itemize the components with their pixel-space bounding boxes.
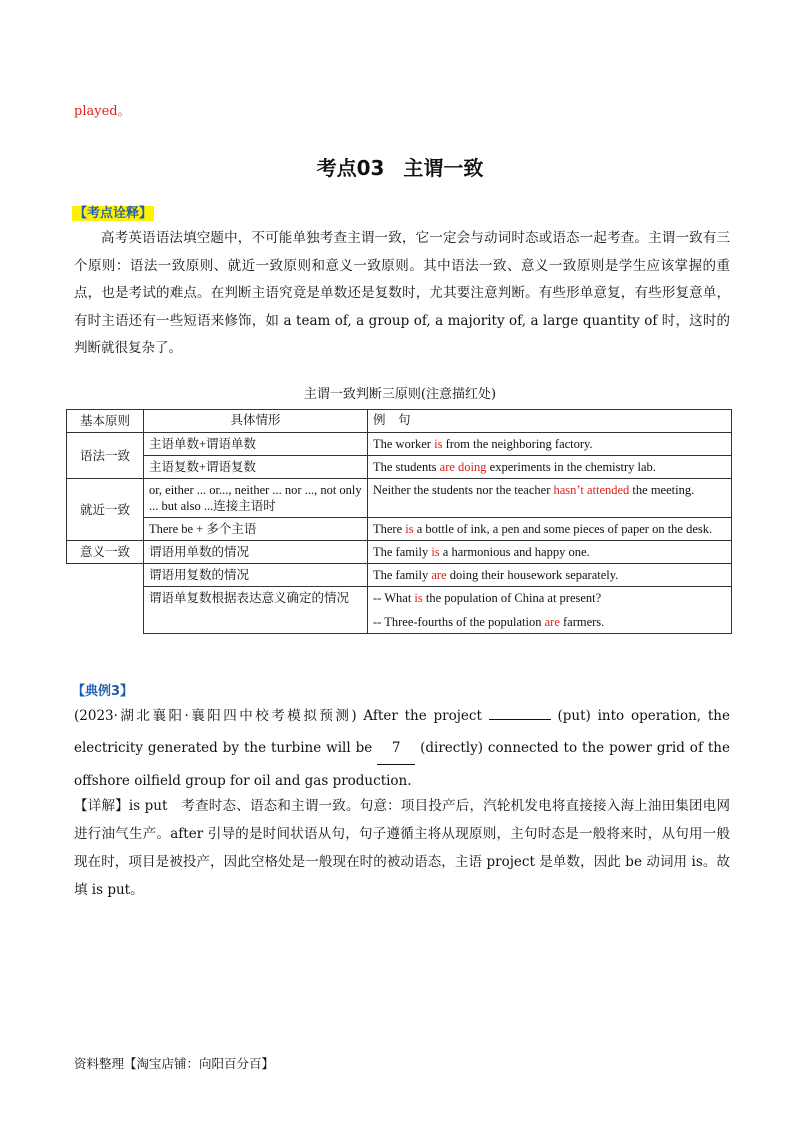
highlight-verb: hasn’t attended — [553, 483, 630, 497]
example-cell: The family are doing their housework separately. — [368, 564, 732, 587]
group-meaning: 意义一致 — [67, 541, 144, 564]
table-row — [67, 541, 732, 564]
table-row — [67, 518, 732, 541]
highlight-verb: are — [431, 568, 447, 582]
section-number: 考点03 — [316, 156, 385, 180]
explain-paragraph: 高考英语语法填空题中，不可能单独考查主谓一致，它一定会与动词时态或语态一起考查。主谓一致有三个原则：语法一致原则、就近一致原则和意义一致原则。其中语法一致、意义一致原则是学生应该掌握的重点，也是考试的难点。在判断主语究竟是单数还是复数时，尤其要注意判断。有些形单意复，有些形复意单，有时主语还有一些短语来修饰，如 a team of, a group of, a majority of, a large quantity of 时，这时的判断就很复杂了。 — [74, 230, 730, 356]
header-example: 例 句 — [368, 410, 732, 433]
header-case: 具体情形 — [144, 410, 368, 433]
case-cell: or, either ... or..., neither ... nor ..., not only ... but also ...连接主语时 — [144, 479, 368, 518]
example-tag-wrapper — [72, 680, 133, 699]
empty-cell — [67, 564, 144, 587]
rules-table — [66, 409, 732, 634]
dialogue-line: -- What is the population of China at present? — [373, 591, 602, 605]
previous-page-fragment: played。 — [74, 104, 131, 119]
case-cell: 谓语用复数的情况 — [144, 564, 368, 587]
table-row — [67, 479, 732, 518]
answer-blank-1[interactable] — [489, 719, 551, 720]
highlight-verb: are doing — [439, 460, 487, 474]
example-paragraph: (2023·湖北襄阳·襄阳四中校考模拟预测) After the project (put) into operation, the electricity generated by the turbine will be 7 (directly) connected to the power grid of the offshore oilfield group for oil and gas production. — [74, 708, 730, 789]
table-row — [67, 564, 732, 587]
empty-cell — [67, 587, 144, 634]
answer-text: is put 考查时态、语态和主谓一致。句意：项目投产后，汽轮机发电将直接接入海上油田集团电网进行油气生产。after 引导的是时间状语从句，句子遵循主将从现原则，主句时态是一般将来时，从句用一般现在时，项目是被投产，因此空格处是一般现在时的被动语态，主语 project 是单数，因此 be 动词用 is。故填 is put。 — [74, 798, 730, 898]
answer-blank-2[interactable]: 7 — [377, 732, 415, 765]
section-heading: 主谓一致 — [403, 156, 484, 180]
highlight-verb: is — [434, 437, 443, 451]
example-cell — [368, 587, 732, 634]
table-row — [67, 456, 732, 479]
example-cell: The students are doing experiments in the chemistry lab. — [368, 456, 732, 479]
table-header-row — [67, 410, 732, 433]
explain-tag-wrapper — [72, 202, 154, 221]
table-caption: 主谓一致判断三原则(注意描红处) — [303, 387, 497, 402]
group-grammar: 语法一致 — [67, 433, 144, 479]
example-cell: Neither the students nor the teacher hasn’t attended the meeting. — [368, 479, 732, 518]
footer-note: 资料整理【淘宝店铺：向阳百分百】 — [74, 1056, 275, 1071]
highlight-verb: is — [405, 522, 414, 536]
section-title — [0, 152, 800, 181]
table-row — [67, 433, 732, 456]
answer-tag: 【详解】 — [74, 798, 129, 814]
example-cell: The worker is from the neighboring factory. — [368, 433, 732, 456]
dialogue-line: -- Three-fourths of the population are farmers. — [373, 615, 605, 629]
highlight-verb: is — [431, 545, 440, 559]
case-cell: 谓语单复数根据表达意义确定的情况 — [144, 587, 368, 634]
highlight-verb: are — [544, 615, 560, 629]
group-proximity: 就近一致 — [67, 479, 144, 541]
header-principle: 基本原则 — [67, 410, 144, 433]
answer-explanation — [74, 792, 730, 904]
table-row — [67, 587, 732, 634]
case-cell: 主语复数+谓语复数 — [144, 456, 368, 479]
case-cell: There be + 多个主语 — [144, 518, 368, 541]
case-cell: 主语单数+谓语单数 — [144, 433, 368, 456]
case-cell: 谓语用单数的情况 — [144, 541, 368, 564]
example-cell: There is a bottle of ink, a pen and some pieces of paper on the desk. — [368, 518, 732, 541]
example-tag: 【典例3】 — [72, 684, 134, 699]
example-cell: The family is a harmonious and happy one. — [368, 541, 732, 564]
highlight-verb: is — [414, 591, 423, 605]
explain-tag: 【考点诠释】 — [74, 206, 153, 221]
example-source: (2023·湖北襄阳·襄阳四中校考模拟预测) — [74, 708, 357, 724]
